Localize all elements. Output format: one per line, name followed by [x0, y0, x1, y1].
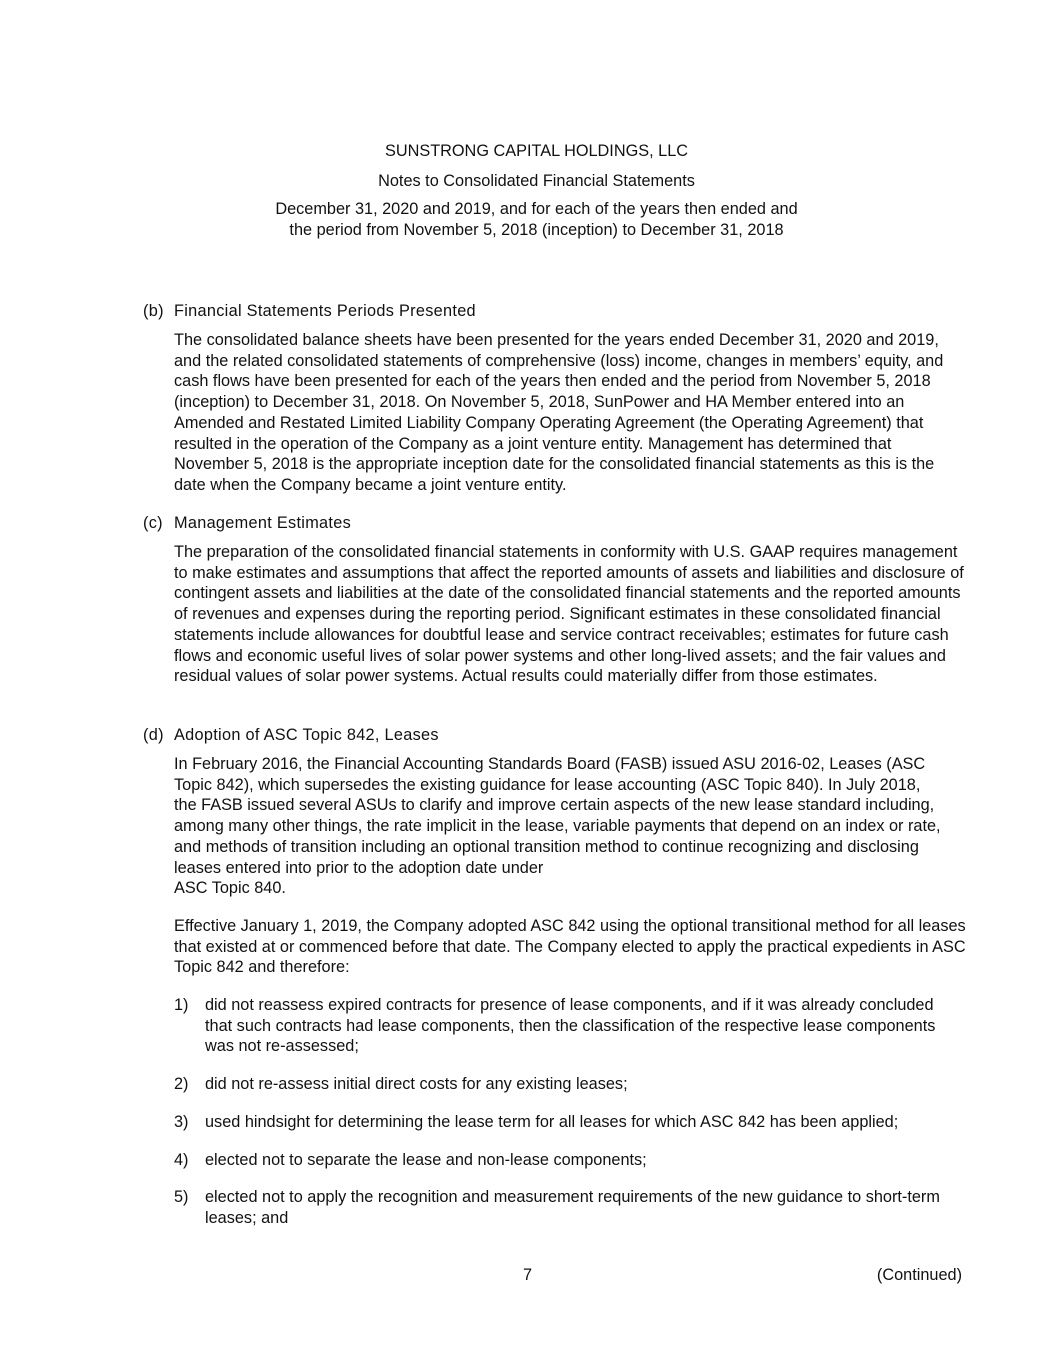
- list-number: 4): [174, 1150, 189, 1169]
- list-text: elected not to separate the lease and non-lease components;: [205, 1150, 647, 1169]
- practical-expedients-list: [174, 995, 944, 1229]
- paragraph-body: In February 2016, the Financial Accounting Standards Board (FASB) issued ASU 2016-02, Leases (ASC Topic 842), which supersedes the existing guidance for lease accounting (ASC Topic 840). In July 2018, the FASB issued several ASUs to clarify and improve certain aspects of the new lease standard including, among many other things, the rate implicit in the lease, variable payments that depend on an index or rate, and methods of transition including an optional transition method to continue recognizing and disclosing leases entered into prior to the adoption date under: [174, 755, 941, 877]
- section-c: [143, 513, 973, 687]
- list-item: [174, 1112, 974, 1133]
- section-heading: [143, 301, 973, 322]
- section-letter: (b): [143, 302, 164, 320]
- list-item: [174, 1074, 944, 1095]
- list-text: elected not to apply the recognition and measurement requirements of the new guidance to short-term leases; and: [205, 1188, 940, 1227]
- section-title: Adoption of ASC Topic 842, Leases: [174, 726, 439, 744]
- reporting-period: [0, 199, 1055, 240]
- section-heading: [143, 513, 973, 534]
- section-d: [143, 725, 973, 1246]
- section-paragraph-1: [174, 754, 944, 899]
- list-text: did not reassess expired contracts for presence of lease components, and if it was already concluded that such contracts had lease components, then the classification of the respective lease components was not re-assessed;: [205, 996, 936, 1056]
- continued-label: (Continued): [876, 1266, 962, 1284]
- document-subtitle: Notes to Consolidated Financial Statements: [378, 172, 695, 190]
- section-letter: (c): [143, 514, 163, 532]
- list-number: 5): [174, 1188, 189, 1207]
- section-title: Financial Statements Periods Presented: [174, 302, 476, 320]
- list-item: [174, 1150, 944, 1171]
- list-number: 3): [174, 1112, 189, 1131]
- list-text: used hindsight for determining the lease term for all leases for which ASC 842 has been applied;: [205, 1112, 899, 1131]
- section-paragraph-2: Effective January 1, 2019, the Company adopted ASC 842 using the optional transitional method for all leases that existed at or commenced before that date. The Company elected to apply the practical expedients in ASC Topic 842 and therefore:: [174, 916, 966, 977]
- section-b: [143, 301, 973, 496]
- section-letter: (d): [143, 726, 164, 744]
- list-item: [174, 995, 944, 1057]
- company-name: SUNSTRONG CAPITAL HOLDINGS, LLC: [384, 142, 689, 160]
- section-paragraph: The preparation of the consolidated financial statements in conformity with U.S. GAAP requires management to make estimates and assumptions that affect the reported amounts of assets and liabilities and disclosure of contingent assets and liabilities at the date of the consolidated financial statements and the reported amounts of revenues and expenses during the reporting period. Significant estimates in these consolidated financial statements include allowances for doubtful lease and service contract receivables; estimates for future cash flows and economic useful lives of solar power systems and other long-lived assets; and the fair values and residual values of solar power systems. Actual results could materially differ from those estimates.: [174, 543, 964, 686]
- document-header: [0, 140, 1055, 240]
- section-title: Management Estimates: [174, 514, 352, 532]
- section-heading: [143, 725, 973, 746]
- period-line-2: the period from November 5, 2018 (inception) to December 31, 2018: [289, 220, 784, 239]
- list-number: 1): [174, 996, 189, 1015]
- section-paragraph: The consolidated balance sheets have been presented for the years ended December 31, 2020 and 2019, and the related consolidated statements of comprehensive (loss) income, changes in members’ equity, and cash flows have been presented for each of the years then ended and the period from November 5, 2018 (inception) to December 31, 2018. On November 5, 2018, SunPower and HA Member entered into an Amended and Restated Limited Liability Company Operating Agreement (the Operating Agreement) that resulted in the operation of the Company as a joint venture entity. Management has determined that November 5, 2018 is the appropriate inception date for the consolidated financial statements as this is the date when the Company became a joint venture entity.: [174, 331, 944, 494]
- list-item: [174, 1187, 944, 1228]
- period-line-1: December 31, 2020 and 2019, and for each of the years then ended and: [275, 200, 798, 218]
- list-number: 2): [174, 1075, 189, 1094]
- page-number: 7: [522, 1266, 533, 1284]
- paragraph-tail: ASC Topic 840.: [174, 879, 286, 898]
- list-text: did not re-assess initial direct costs for any existing leases;: [205, 1075, 628, 1094]
